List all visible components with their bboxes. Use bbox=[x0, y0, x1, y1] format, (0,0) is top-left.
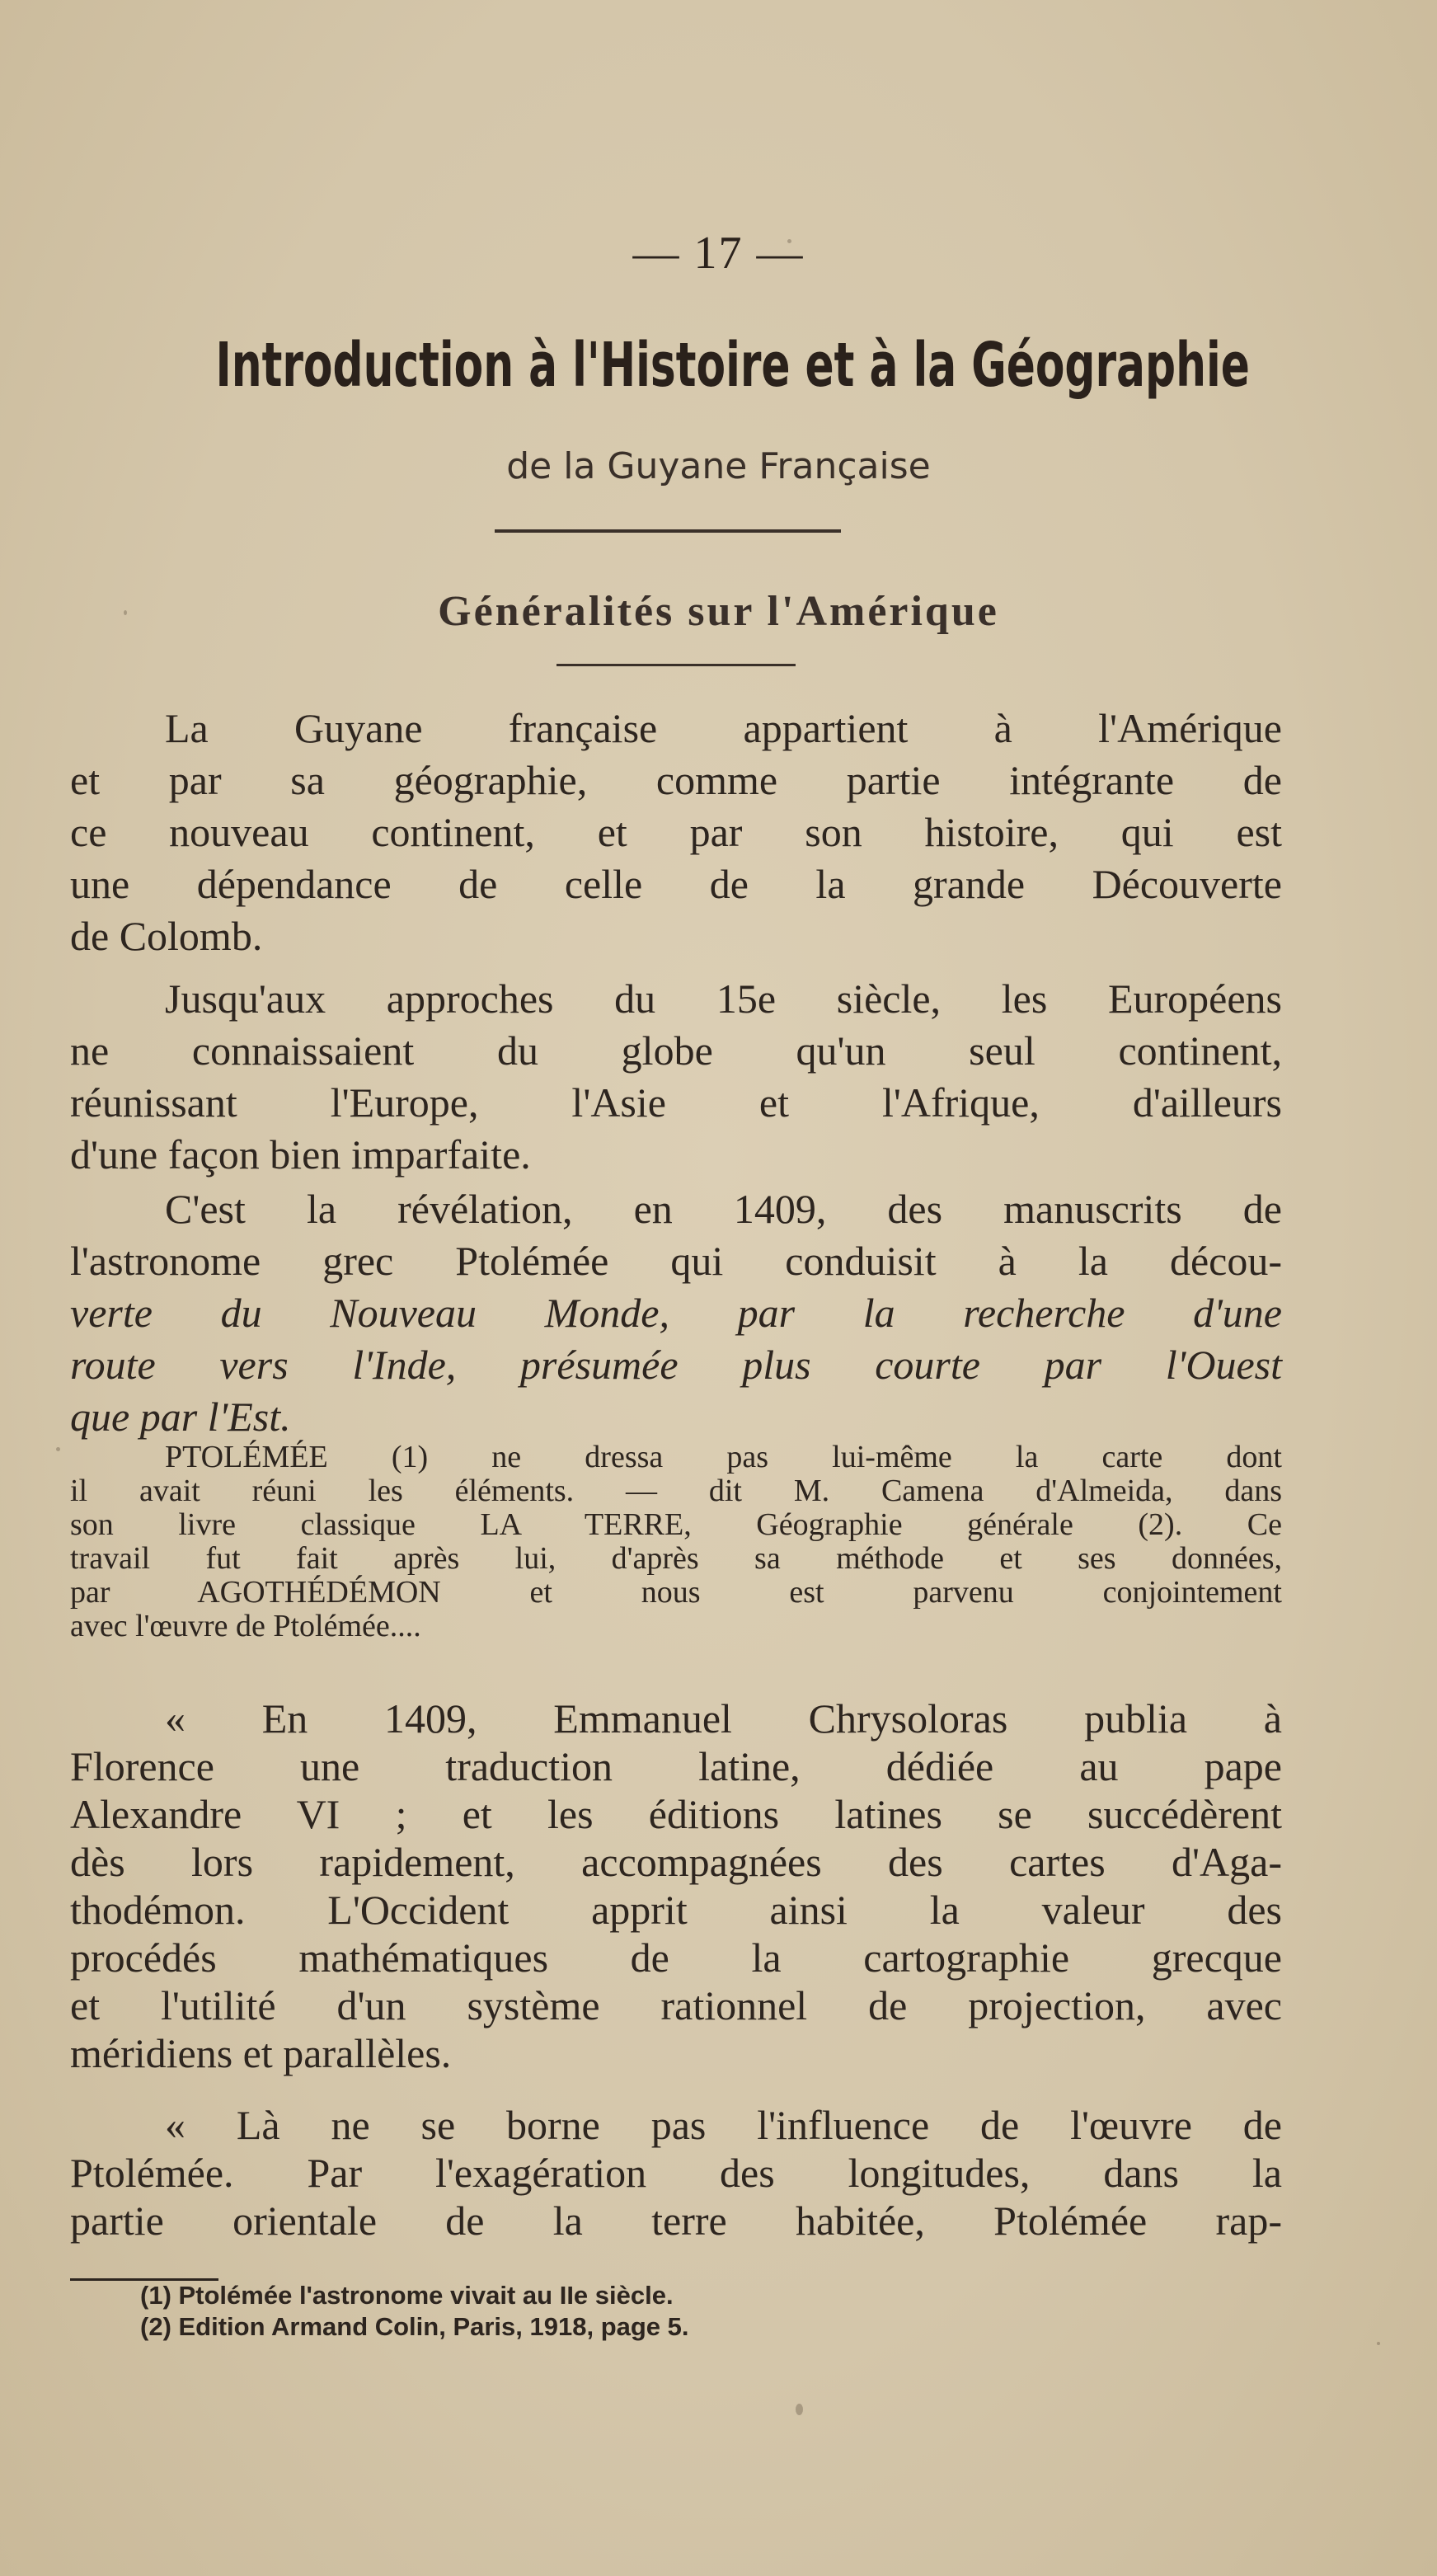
text-line: et l'utilité d'un système rationnel de projection, avec bbox=[70, 1982, 1282, 2028]
text-line: une dépendance de celle de la grande Découverte bbox=[70, 861, 1282, 907]
paper-speck bbox=[1377, 2342, 1380, 2345]
text-line: route vers l'Inde, présumée plus courte par l'Ouest bbox=[70, 1342, 1282, 1388]
text-line: réunissant l'Europe, l'Asie et l'Afrique, d'ailleurs bbox=[70, 1079, 1282, 1126]
text-line: Jusqu'aux approches du 15e siècle, les Européens bbox=[165, 975, 1282, 1022]
paper-speck bbox=[787, 239, 791, 243]
text-line: l'astronome grec Ptolémée qui conduisit à la décou- bbox=[70, 1238, 1282, 1284]
text-line: PTOLÉMÉE (1) ne dressa pas lui-même la carte dont bbox=[165, 1440, 1282, 1474]
paragraph-3 bbox=[70, 1183, 1282, 1443]
text-line: procédés mathématiques de la cartographie grecque bbox=[70, 1934, 1282, 1981]
text-line: ce nouveau continent, et par son histoire, qui est bbox=[70, 809, 1282, 855]
text-line: d'une façon bien imparfaite. bbox=[70, 1131, 531, 1178]
text-line: thodémon. L'Occident apprit ainsi la valeur des bbox=[70, 1887, 1282, 1933]
text-line: et par sa géographie, comme partie intégrante de bbox=[70, 757, 1282, 803]
text-line: dès lors rapidement, accompagnées des cartes d'Aga- bbox=[70, 1839, 1282, 1885]
paper-speck bbox=[56, 1447, 60, 1451]
text-line: son livre classique LA TERRE, Géographie générale (2). Ce bbox=[70, 1507, 1282, 1542]
text-line: avec l'œuvre de Ptolémée.... bbox=[70, 1609, 421, 1643]
text-line: partie orientale de la terre habitée, Ptolémée rap- bbox=[70, 2198, 1282, 2244]
text-line: travail fut fait après lui, d'après sa méthode et ses données, bbox=[70, 1541, 1282, 1576]
paragraph-5 bbox=[70, 2101, 1282, 2245]
text-line: méridiens et parallèles. bbox=[70, 2030, 452, 2076]
text-line: La Guyane française appartient à l'Amérique bbox=[165, 705, 1282, 751]
text-line: de Colomb. bbox=[70, 913, 263, 959]
text-line: ne connaissaient du globe qu'un seul continent, bbox=[70, 1027, 1282, 1074]
text-line: Florence une traduction latine, dédiée au pape bbox=[70, 1743, 1282, 1789]
title-divider bbox=[495, 529, 841, 533]
paragraph-2 bbox=[70, 973, 1282, 1181]
text-line: Alexandre VI ; et les éditions latines se succédèrent bbox=[70, 1791, 1282, 1837]
text-line: il avait réuni les éléments. — dit M. Camena d'Almeida, dans bbox=[70, 1474, 1282, 1508]
footnote-2: (2) Edition Armand Colin, Paris, 1918, page 5. bbox=[140, 2312, 689, 2341]
text-line: C'est la révélation, en 1409, des manuscrits de bbox=[165, 1186, 1282, 1232]
text-line: que par l'Est. bbox=[70, 1394, 291, 1440]
page-subtitle: de la Guyane Française bbox=[506, 445, 931, 487]
page-title: Introduction à l'Histoire et à la Géographie bbox=[215, 330, 1250, 401]
text-line: « En 1409, Emmanuel Chrysoloras publia à bbox=[165, 1695, 1282, 1742]
paper-speck bbox=[796, 2404, 803, 2415]
section-heading: Généralités sur l'Amérique bbox=[438, 588, 999, 635]
page-number: — 17 — bbox=[632, 228, 805, 279]
paragraph-1 bbox=[70, 703, 1282, 962]
text-line: verte du Nouveau Monde, par la recherche d'une bbox=[70, 1290, 1282, 1336]
quoted-note bbox=[70, 1441, 1282, 1643]
paper-speck bbox=[124, 610, 127, 615]
text-line: par AGOTHÉDÉMON et nous est parvenu conjointement bbox=[70, 1575, 1282, 1610]
footnotes bbox=[140, 2280, 965, 2343]
paragraph-4 bbox=[70, 1695, 1282, 2077]
section-divider bbox=[556, 664, 796, 666]
text-line: Ptolémée. Par l'exagération des longitudes, dans la bbox=[70, 2150, 1282, 2196]
text-line: « Là ne se borne pas l'influence de l'œuvre de bbox=[165, 2102, 1282, 2148]
footnote-1: (1) Ptolémée l'astronome vivait au IIe siècle. bbox=[140, 2281, 674, 2310]
